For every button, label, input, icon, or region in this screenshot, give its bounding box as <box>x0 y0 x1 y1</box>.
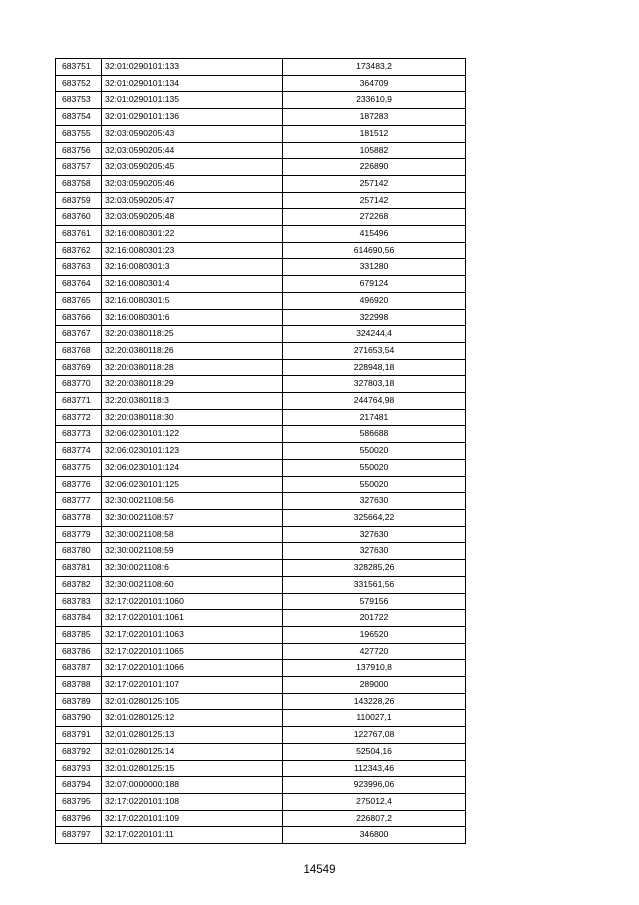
row-number-cell: 683769 <box>56 359 102 376</box>
value-cell: 550020 <box>283 459 466 476</box>
value-cell: 105882 <box>283 142 466 159</box>
cadastral-number-cell: 32:17:0220101:1063 <box>102 626 283 643</box>
cadastral-number-cell: 32:17:0220101:1060 <box>102 593 283 610</box>
table-row <box>56 710 466 727</box>
row-number-cell: 683786 <box>56 643 102 660</box>
value-cell: 346800 <box>283 827 466 844</box>
table-row <box>56 426 466 443</box>
table-row <box>56 125 466 142</box>
row-number-cell: 683779 <box>56 526 102 543</box>
value-cell: 324244,4 <box>283 326 466 343</box>
row-number-cell: 683781 <box>56 560 102 577</box>
cadastral-number-cell: 32:17:0220101:1065 <box>102 643 283 660</box>
cadastral-number-cell: 32:07:0000000:188 <box>102 777 283 794</box>
table-row <box>56 576 466 593</box>
cadastral-number-cell: 32:30:0021108:57 <box>102 509 283 526</box>
row-number-cell: 683788 <box>56 677 102 694</box>
table-row <box>56 793 466 810</box>
value-cell: 327630 <box>283 526 466 543</box>
row-number-cell: 683784 <box>56 610 102 627</box>
table-row <box>56 777 466 794</box>
row-number-cell: 683773 <box>56 426 102 443</box>
value-cell: 579156 <box>283 593 466 610</box>
table-row <box>56 192 466 209</box>
table-row <box>56 226 466 243</box>
row-number-cell: 683791 <box>56 727 102 744</box>
page-number: 14549 <box>303 864 336 876</box>
table-row <box>56 476 466 493</box>
value-cell: 110027,1 <box>283 710 466 727</box>
table-row <box>56 376 466 393</box>
cadastral-number-cell: 32:03:0590205:43 <box>102 125 283 142</box>
value-cell: 173483,2 <box>283 59 466 76</box>
value-cell: 496920 <box>283 292 466 309</box>
value-cell: 550020 <box>283 476 466 493</box>
table-row <box>56 409 466 426</box>
value-cell: 322998 <box>283 309 466 326</box>
row-number-cell: 683771 <box>56 393 102 410</box>
value-cell: 679124 <box>283 276 466 293</box>
value-cell: 327630 <box>283 543 466 560</box>
row-number-cell: 683762 <box>56 242 102 259</box>
value-cell: 201722 <box>283 610 466 627</box>
cadastral-number-cell: 32:17:0220101:107 <box>102 677 283 694</box>
table-row <box>56 643 466 660</box>
cadastral-number-cell: 32:01:0290101:134 <box>102 75 283 92</box>
cadastral-number-cell: 32:30:0021108:58 <box>102 526 283 543</box>
cadastral-number-cell: 32:03:0590205:45 <box>102 159 283 176</box>
registry-sheet <box>55 58 466 844</box>
cadastral-value-table <box>55 58 466 844</box>
row-number-cell: 683796 <box>56 810 102 827</box>
value-cell: 143228,26 <box>283 693 466 710</box>
value-cell: 272268 <box>283 209 466 226</box>
row-number-cell: 683753 <box>56 92 102 109</box>
table-row <box>56 593 466 610</box>
value-cell: 244764,98 <box>283 393 466 410</box>
row-number-cell: 683765 <box>56 292 102 309</box>
value-cell: 550020 <box>283 443 466 460</box>
table-row <box>56 693 466 710</box>
table-row <box>56 259 466 276</box>
table-row <box>56 292 466 309</box>
cadastral-number-cell: 32:03:0590205:46 <box>102 175 283 192</box>
value-cell: 327630 <box>283 493 466 510</box>
row-number-cell: 683780 <box>56 543 102 560</box>
table-row <box>56 760 466 777</box>
cadastral-number-cell: 32:20:0380118:25 <box>102 326 283 343</box>
row-number-cell: 683777 <box>56 493 102 510</box>
row-number-cell: 683785 <box>56 626 102 643</box>
row-number-cell: 683751 <box>56 59 102 76</box>
cadastral-number-cell: 32:03:0590205:48 <box>102 209 283 226</box>
value-cell: 112343,46 <box>283 760 466 777</box>
row-number-cell: 683774 <box>56 443 102 460</box>
table-body <box>56 59 466 844</box>
cadastral-number-cell: 32:06:0230101:122 <box>102 426 283 443</box>
row-number-cell: 683783 <box>56 593 102 610</box>
table-row <box>56 509 466 526</box>
table-row <box>56 727 466 744</box>
row-number-cell: 683794 <box>56 777 102 794</box>
cadastral-number-cell: 32:01:0280125:105 <box>102 693 283 710</box>
value-cell: 122767,08 <box>283 727 466 744</box>
row-number-cell: 683797 <box>56 827 102 844</box>
cadastral-number-cell: 32:17:0220101:1066 <box>102 660 283 677</box>
value-cell: 233610,9 <box>283 92 466 109</box>
cadastral-number-cell: 32:01:0290101:136 <box>102 109 283 126</box>
table-row <box>56 175 466 192</box>
row-number-cell: 683761 <box>56 226 102 243</box>
table-row <box>56 610 466 627</box>
table-row <box>56 142 466 159</box>
table-row <box>56 59 466 76</box>
value-cell: 289000 <box>283 677 466 694</box>
cadastral-number-cell: 32:20:0380118:28 <box>102 359 283 376</box>
table-row <box>56 393 466 410</box>
row-number-cell: 683782 <box>56 576 102 593</box>
cadastral-number-cell: 32:17:0220101:11 <box>102 827 283 844</box>
value-cell: 271653,54 <box>283 342 466 359</box>
value-cell: 586688 <box>283 426 466 443</box>
cadastral-number-cell: 32:20:0380118:26 <box>102 342 283 359</box>
table-row <box>56 743 466 760</box>
table-row <box>56 359 466 376</box>
row-number-cell: 683755 <box>56 125 102 142</box>
value-cell: 226807,2 <box>283 810 466 827</box>
cadastral-number-cell: 32:01:0280125:12 <box>102 710 283 727</box>
value-cell: 187283 <box>283 109 466 126</box>
value-cell: 327803,18 <box>283 376 466 393</box>
cadastral-number-cell: 32:20:0380118:29 <box>102 376 283 393</box>
cadastral-number-cell: 32:01:0280125:13 <box>102 727 283 744</box>
table-row <box>56 75 466 92</box>
table-row <box>56 92 466 109</box>
row-number-cell: 683763 <box>56 259 102 276</box>
row-number-cell: 683792 <box>56 743 102 760</box>
cadastral-number-cell: 32:16:0080301:23 <box>102 242 283 259</box>
cadastral-number-cell: 32:06:0230101:124 <box>102 459 283 476</box>
row-number-cell: 683787 <box>56 660 102 677</box>
cadastral-number-cell: 32:16:0080301:3 <box>102 259 283 276</box>
table-row <box>56 242 466 259</box>
row-number-cell: 683752 <box>56 75 102 92</box>
row-number-cell: 683757 <box>56 159 102 176</box>
value-cell: 226890 <box>283 159 466 176</box>
value-cell: 181512 <box>283 125 466 142</box>
row-number-cell: 683767 <box>56 326 102 343</box>
row-number-cell: 683768 <box>56 342 102 359</box>
row-number-cell: 683756 <box>56 142 102 159</box>
cadastral-number-cell: 32:01:0280125:15 <box>102 760 283 777</box>
cadastral-number-cell: 32:06:0230101:123 <box>102 443 283 460</box>
cadastral-number-cell: 32:06:0230101:125 <box>102 476 283 493</box>
cadastral-number-cell: 32:20:0380118:30 <box>102 409 283 426</box>
row-number-cell: 683759 <box>56 192 102 209</box>
cadastral-number-cell: 32:16:0080301:5 <box>102 292 283 309</box>
table-row <box>56 309 466 326</box>
table-row <box>56 443 466 460</box>
value-cell: 427720 <box>283 643 466 660</box>
cadastral-number-cell: 32:01:0280125:14 <box>102 743 283 760</box>
table-row <box>56 159 466 176</box>
cadastral-number-cell: 32:30:0021108:6 <box>102 560 283 577</box>
table-row <box>56 543 466 560</box>
row-number-cell: 683778 <box>56 509 102 526</box>
table-row <box>56 459 466 476</box>
table-row <box>56 493 466 510</box>
table-row <box>56 810 466 827</box>
table-row <box>56 526 466 543</box>
row-number-cell: 683793 <box>56 760 102 777</box>
row-number-cell: 683760 <box>56 209 102 226</box>
value-cell: 331561,56 <box>283 576 466 593</box>
row-number-cell: 683772 <box>56 409 102 426</box>
value-cell: 52504,16 <box>283 743 466 760</box>
table-row <box>56 209 466 226</box>
table-row <box>56 827 466 844</box>
value-cell: 196520 <box>283 626 466 643</box>
row-number-cell: 683764 <box>56 276 102 293</box>
value-cell: 228948,18 <box>283 359 466 376</box>
row-number-cell: 683766 <box>56 309 102 326</box>
table-row <box>56 560 466 577</box>
row-number-cell: 683758 <box>56 175 102 192</box>
table-row <box>56 626 466 643</box>
cadastral-number-cell: 32:20:0380118:3 <box>102 393 283 410</box>
cadastral-number-cell: 32:17:0220101:109 <box>102 810 283 827</box>
cadastral-number-cell: 32:01:0290101:133 <box>102 59 283 76</box>
row-number-cell: 683775 <box>56 459 102 476</box>
value-cell: 923996,06 <box>283 777 466 794</box>
row-number-cell: 683790 <box>56 710 102 727</box>
value-cell: 614690,56 <box>283 242 466 259</box>
value-cell: 364709 <box>283 75 466 92</box>
value-cell: 331280 <box>283 259 466 276</box>
cadastral-number-cell: 32:30:0021108:60 <box>102 576 283 593</box>
table-row <box>56 109 466 126</box>
table-row <box>56 276 466 293</box>
value-cell: 325664,22 <box>283 509 466 526</box>
value-cell: 257142 <box>283 192 466 209</box>
cadastral-number-cell: 32:17:0220101:1061 <box>102 610 283 627</box>
cadastral-number-cell: 32:30:0021108:56 <box>102 493 283 510</box>
cadastral-number-cell: 32:03:0590205:44 <box>102 142 283 159</box>
value-cell: 328285,26 <box>283 560 466 577</box>
table-row <box>56 342 466 359</box>
row-number-cell: 683795 <box>56 793 102 810</box>
table-row <box>56 660 466 677</box>
cadastral-number-cell: 32:16:0080301:4 <box>102 276 283 293</box>
cadastral-number-cell: 32:16:0080301:22 <box>102 226 283 243</box>
cadastral-number-cell: 32:03:0590205:47 <box>102 192 283 209</box>
cadastral-number-cell: 32:01:0290101:135 <box>102 92 283 109</box>
table-row <box>56 677 466 694</box>
row-number-cell: 683770 <box>56 376 102 393</box>
row-number-cell: 683754 <box>56 109 102 126</box>
row-number-cell: 683789 <box>56 693 102 710</box>
value-cell: 137910,8 <box>283 660 466 677</box>
value-cell: 257142 <box>283 175 466 192</box>
value-cell: 217481 <box>283 409 466 426</box>
value-cell: 415496 <box>283 226 466 243</box>
value-cell: 275012,4 <box>283 793 466 810</box>
cadastral-number-cell: 32:30:0021108:59 <box>102 543 283 560</box>
cadastral-number-cell: 32:16:0080301:6 <box>102 309 283 326</box>
table-row <box>56 326 466 343</box>
row-number-cell: 683776 <box>56 476 102 493</box>
cadastral-number-cell: 32:17:0220101:108 <box>102 793 283 810</box>
